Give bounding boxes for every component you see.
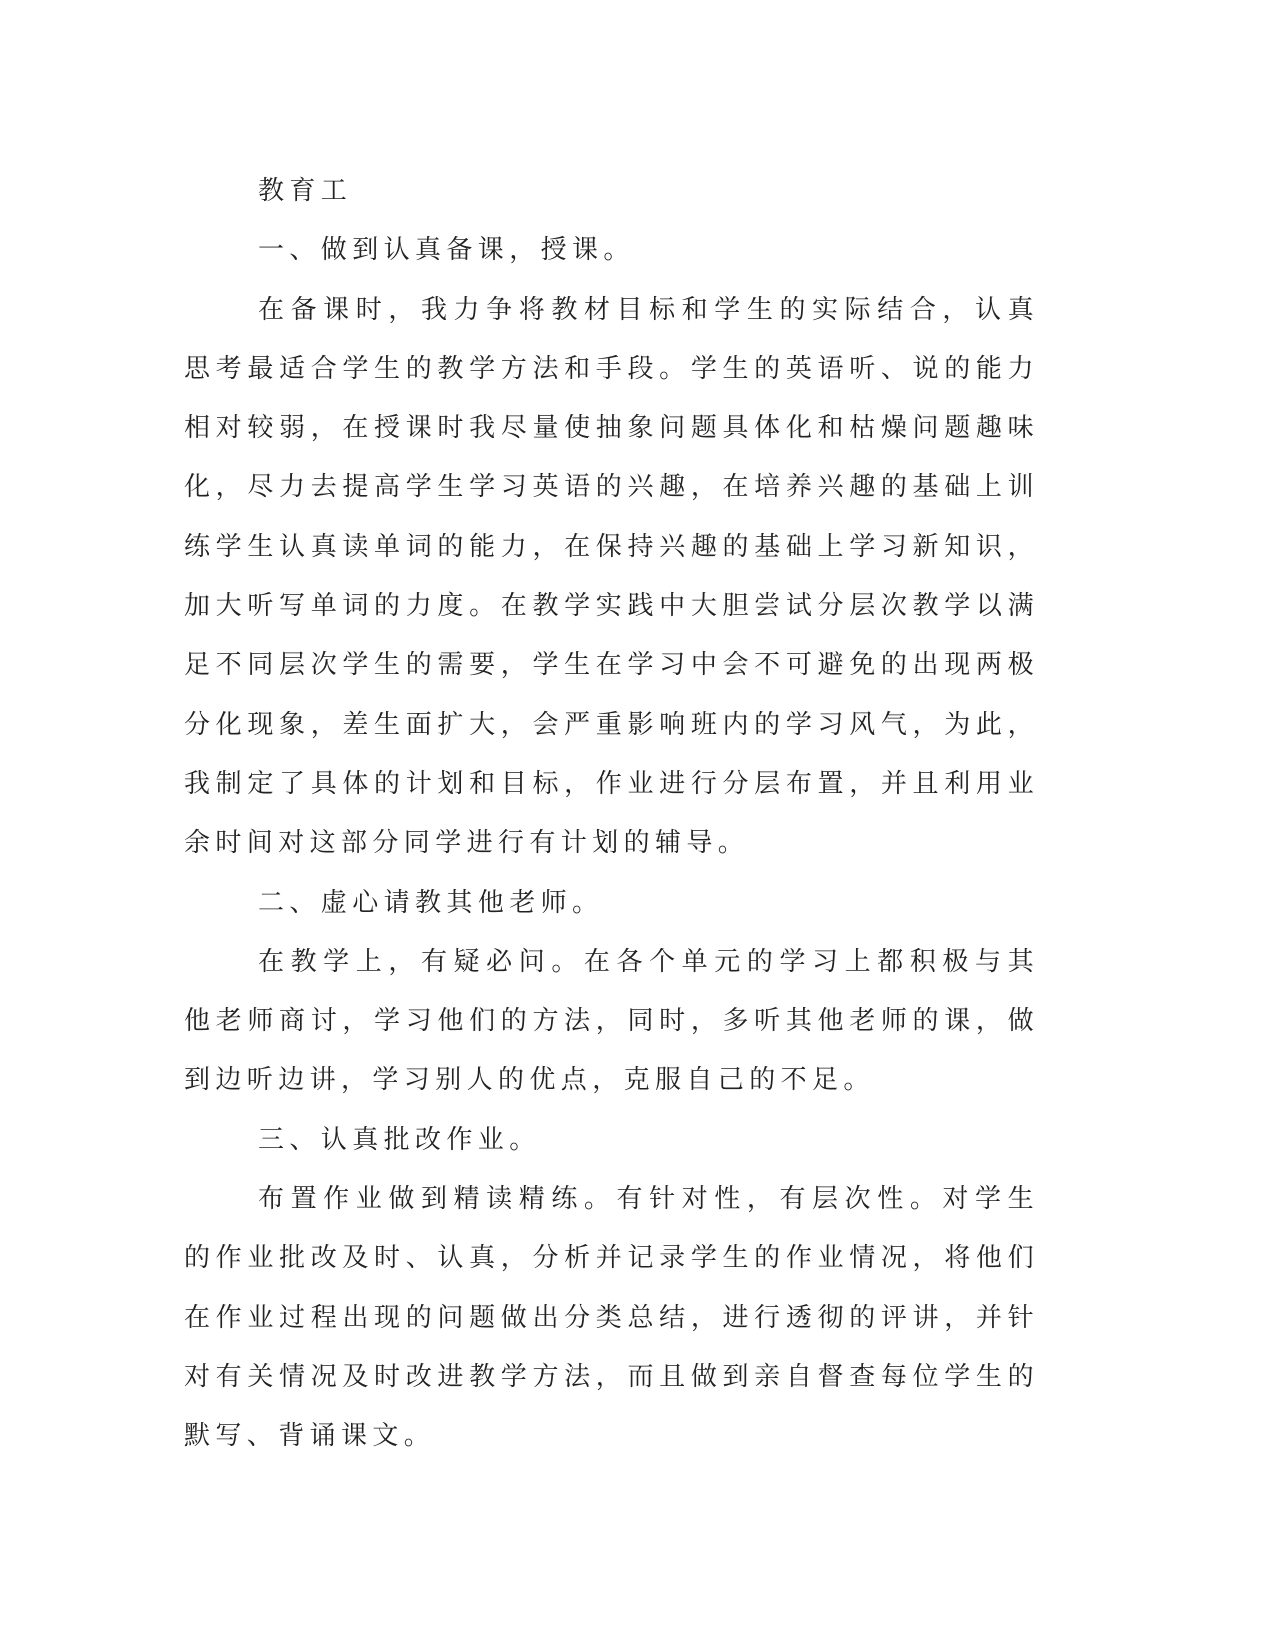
section-heading-2: 二、虚心请教其他老师。 (258, 887, 604, 918)
section-heading-1: 一、做到认真备课，授课。 (258, 235, 635, 266)
section-heading-3: 三、认真批改作业。 (258, 1124, 541, 1155)
document-title: 教育工 (258, 176, 353, 206)
section-paragraph-2: 在教学上，有疑必问。在各个单元的学习上都积极与其他老师商讨，学习他们的方法，同时，多听其他老师的课，做到边听边讲，学习别人的优点，克服自己的不足。 (184, 946, 1039, 1096)
document-body (184, 162, 1039, 1467)
section-paragraph-3: 布置作业做到精读精练。有针对性，有层次性。对学生的作业批改及时、认真，分析并记录学生的作业情况，将他们在作业过程出现的问题做出分类总结，进行透彻的评讲，并针对有关情况及时改进教学方法，而且做到亲自督查每位学生的默写、背诵课文。 (184, 1184, 1039, 1452)
section-paragraph-1: 在备课时，我力争将教材目标和学生的实际结合，认真思考最适合学生的教学方法和手段。学生的英语听、说的能力相对较弱，在授课时我尽量使抽象问题具体化和枯燥问题趣味化，尽力去提高学生学习英语的兴趣，在培养兴趣的基础上训练学生认真读单词的能力，在保持兴趣的基础上学习新知识，加大听写单词的力度。在教学实践中大胆尝试分层次教学以满足不同层次学生的需要，学生在学习中会不可避免的出现两极分化现象，差生面扩大，会严重影响班内的学习风气，为此，我制定了具体的计划和目标，作业进行分层布置，并且利用业余时间对这部分同学进行有计划的辅导。 (184, 294, 1039, 859)
